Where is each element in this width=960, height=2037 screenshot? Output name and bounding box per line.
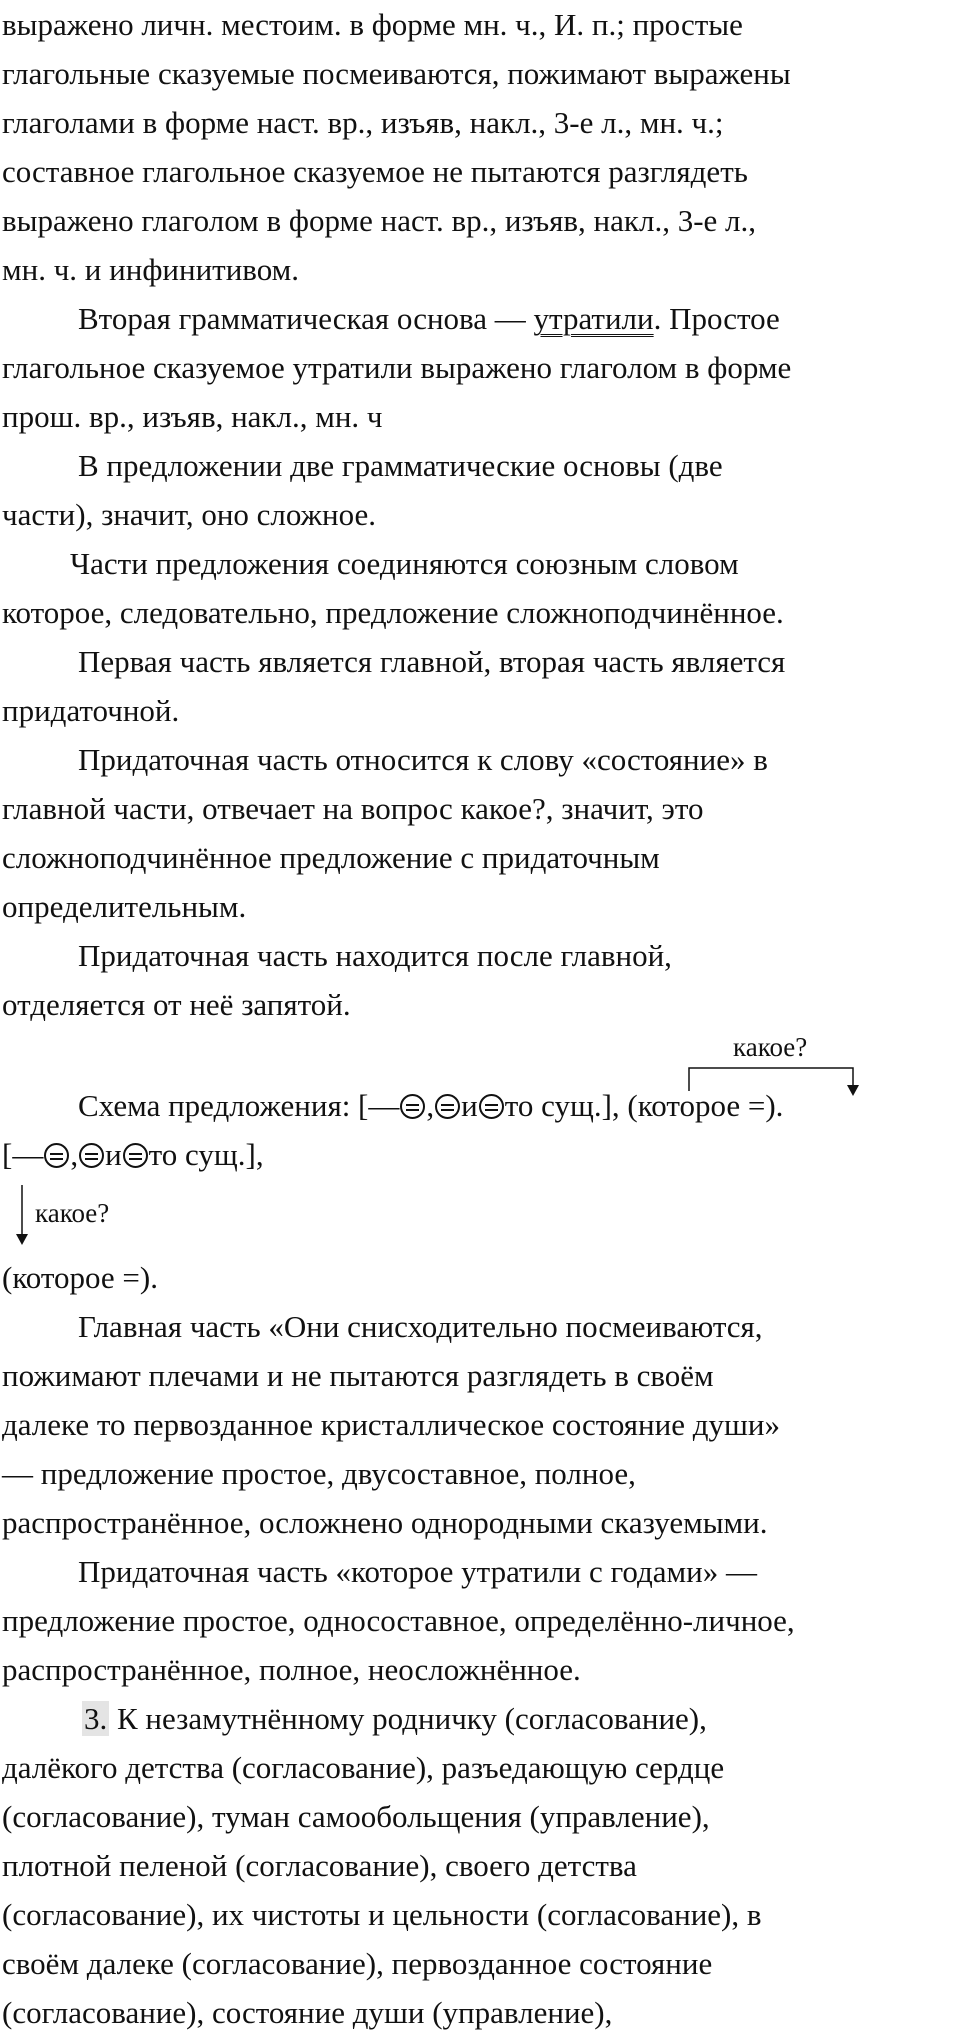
comma: , <box>426 1088 435 1123</box>
text-line: (согласование), состояние души (управление), <box>2 1995 613 2030</box>
document-page <box>2 0 954 2037</box>
text-line: составное глагольное сказуемое не пытаются разглядеть <box>2 154 748 189</box>
text-line: главной части, отвечает на вопрос какое?, значит, это <box>2 791 704 826</box>
text-line: мн. ч. и инфинитивом. <box>2 252 300 287</box>
text-line: — предложение простое, двусоставное, полное, <box>2 1456 636 1491</box>
text-line: глагольные сказуемые посмеиваются, пожимают выражены <box>2 56 791 91</box>
text-line: выражено личн. местоим. в форме мн. ч., И. п.; простые <box>2 7 743 42</box>
scheme-tail: то сущ.], <box>148 1137 264 1172</box>
text-line: (согласование), их чистоты и цельности (согласование), в <box>2 1897 762 1932</box>
bracket-open: [— <box>2 1137 44 1172</box>
text-line: Придаточная часть находится после главной, <box>78 938 672 973</box>
text-line: выражено глаголом в форме наст. вр., изъяв, накл., 3-е л., <box>2 203 756 238</box>
text-segment: . Простое <box>653 301 780 336</box>
text-line: Первая часть является главной, вторая часть является <box>78 644 786 679</box>
sentence-scheme <box>2 1029 954 1302</box>
text-line: отделяется от неё запятой. <box>2 987 351 1022</box>
comma: , <box>70 1137 79 1172</box>
text-line: прош. вр., изъяв, накл., мн. ч <box>2 399 383 434</box>
text-line: В предложении две грамматические основы (две <box>78 448 723 483</box>
text-line: которое, следовательно, предложение сложноподчинённое. <box>2 595 784 630</box>
scheme-question-top: какое? <box>733 1032 808 1062</box>
text-line: глагольное сказуемое утратили выражено глаголом в форме <box>2 350 792 385</box>
scheme-question-bottom: какое? <box>35 1198 110 1228</box>
text-segment: К незамутнённому родничку (согласование), <box>109 1701 707 1736</box>
text-line: предложение простое, односоставное, определённо-личное, <box>2 1603 795 1638</box>
item-number: 3. <box>84 1701 108 1736</box>
text-line: далеке то первозданное кристаллическое состояние души» <box>2 1407 780 1442</box>
text-line: распространённое, осложнено однородными сказуемыми. <box>2 1505 768 1540</box>
scheme-clause: (которое =). <box>2 1260 158 1295</box>
conjunction: и <box>461 1088 478 1123</box>
text-line <box>2 294 954 343</box>
text-line: определительным. <box>2 889 247 924</box>
text-line: придаточной. <box>2 693 180 728</box>
text-line: плотной пеленой (согласование), своего детства <box>2 1848 637 1883</box>
scheme-label: Схема предложения: [— <box>78 1088 400 1123</box>
text-line: части), значит, оно сложное. <box>2 497 377 532</box>
text-line: Придаточная часть «которое утратили с годами» — <box>78 1554 758 1589</box>
text-line: своём далеке (согласование), первозданное состояние <box>2 1946 713 1981</box>
scheme-tail: то сущ.], (которое =). <box>504 1088 784 1123</box>
text-line <box>2 1694 954 1743</box>
predicate-underlined: утратили <box>533 301 654 336</box>
text-line: далёкого детства (согласование), разъедающую сердце <box>2 1750 725 1785</box>
text-line: (согласование), туман самообольщения (управление), <box>2 1799 710 1834</box>
text-line: Части предложения соединяются союзным словом <box>70 546 739 581</box>
text-line: Придаточная часть относится к слову «состояние» в <box>78 742 768 777</box>
text-line: сложноподчинённое предложение с придаточным <box>2 840 660 875</box>
text-line: распространённое, полное, неосложнённое. <box>2 1652 581 1687</box>
text-line: Главная часть «Они снисходительно посмеиваются, <box>78 1309 763 1344</box>
text-line: пожимают плечами и не пытаются разглядеть в своём <box>2 1358 714 1393</box>
conjunction: и <box>105 1137 122 1172</box>
text-line: глаголами в форме наст. вр., изъяв, накл., 3-е л., мн. ч.; <box>2 105 724 140</box>
text-segment: Вторая грамматическая основа — <box>78 301 534 336</box>
